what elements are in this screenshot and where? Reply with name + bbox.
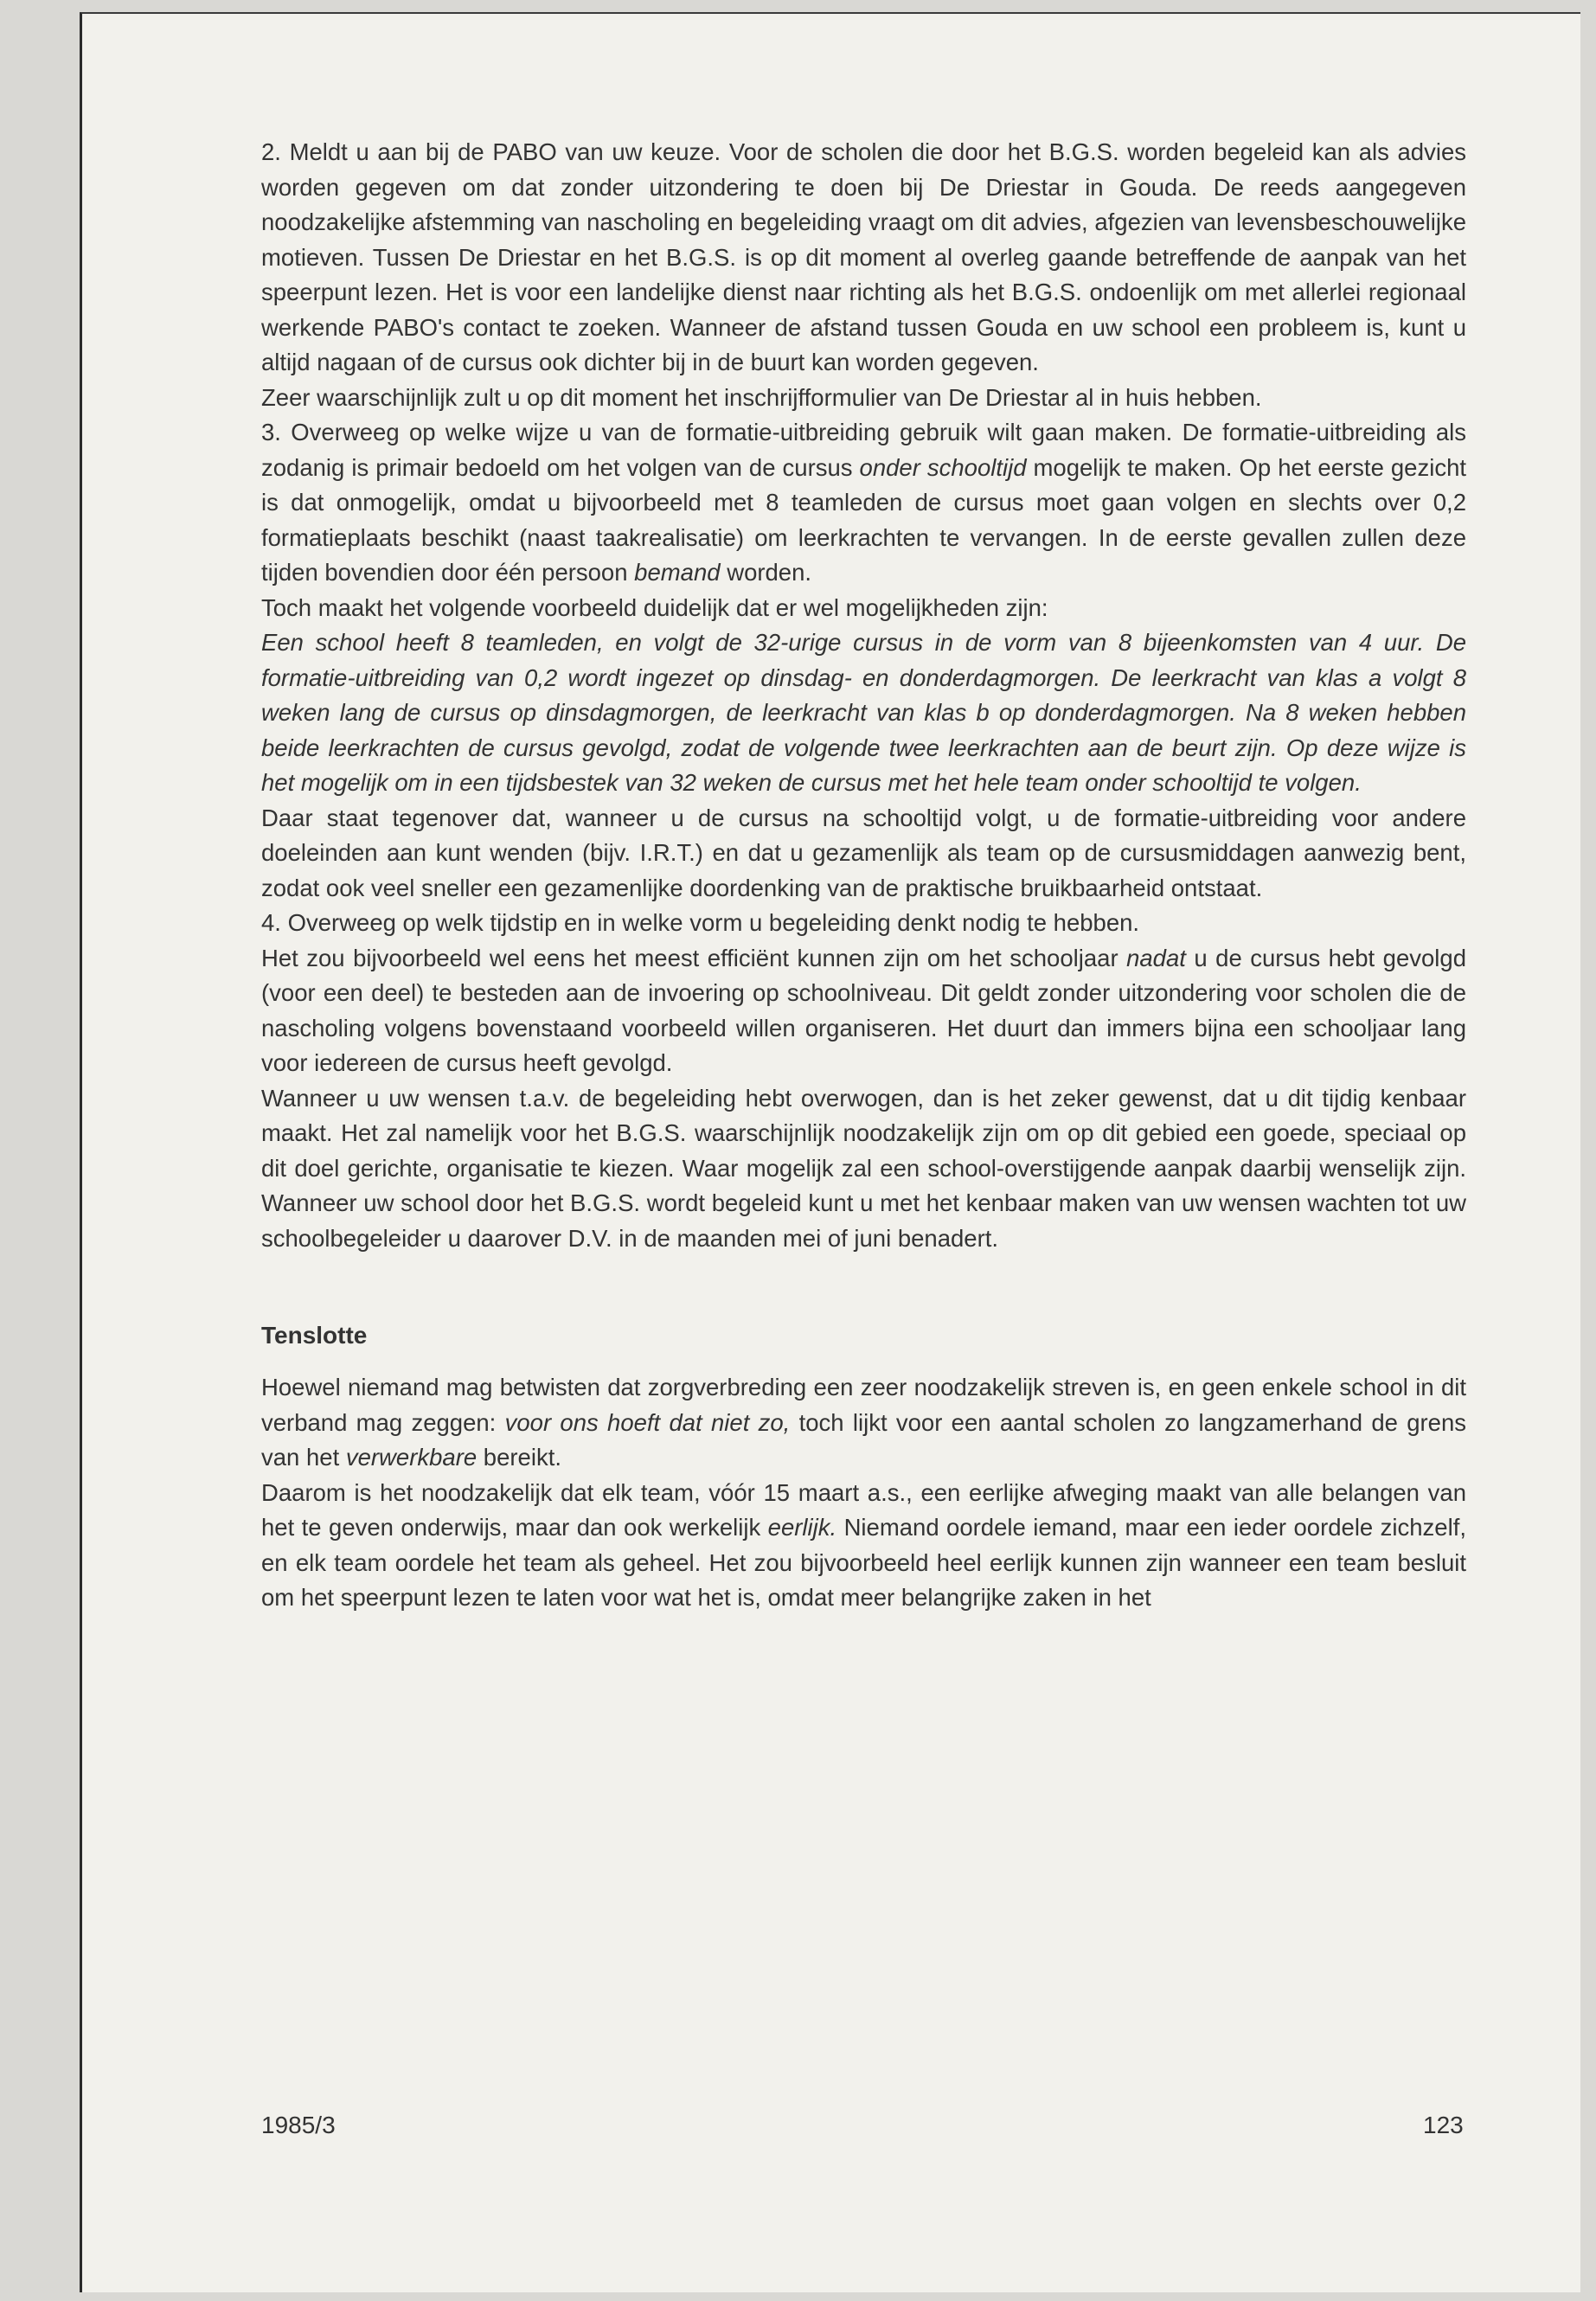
section-heading-tenslotte: Tenslotte [261, 1322, 368, 1349]
paragraph-4: 4. Overweeg op welk tijdstip en in welke vorm u begeleiding denkt nodig te hebben. [261, 909, 1140, 936]
paragraph-4-wishes: Wanneer u uw wensen t.a.v. de begeleiding hebt overwogen, dan is het zeker gewenst, dat u dit tijdig kenbaar maakt. Het zal namelijk voor het B.G.S. waarschijnlijk noodzakelijk zijn om op dit gebied een goede, speciaal op dit doel gerichte, organisatie te kiezen. Waar mogelijk zal een school-overstijgende aanpak daarbij wenselijk zijn. Wanneer uw school door het B.G.S. wordt begeleid kunt u met het kenbaar maken van uw wensen wachten tot uw schoolbegeleider u daarover D.V. in de maanden mei of juni benadert. [261, 1084, 1466, 1252]
paragraph-2: 2. Meldt u aan bij de PABO van uw keuze. Voor de scholen die door het B.G.S. worden begeleid kan als advies worden gegeven om dat zonder uitzondering te doen bij De Driestar in Gouda. De reeds aangegeven noodzakelijke afstemming van nascholing en begeleiding vraagt om dit advies, afgezien van levensbeschouwelijke motieven. Tussen De Driestar en het B.G.S. is op dit moment al overleg gaande betreffende de aanpak van het speerpunt lezen. Het is voor een landelijke dienst naar richting als het B.G.S. ondoenlijk om met allerlei regionaal werkende PABO's contact te zoeken. Wanneer de afstand tussen Gouda en uw school een probleem is, kunt u altijd nagaan of de cursus ook dichter bij in de buurt kan worden gegeven. [261, 138, 1466, 375]
page-number: 123 [1423, 2112, 1464, 2138]
paragraph-3: 3. Overweeg op welke wijze u van de formatie-uitbreiding gebruik wilt gaan maken. De formatie-uitbreiding als zodanig is primair bedoeld om het volgen van de cursus onder schooltijd mogelijk te maken. Op het eerste gezicht is dat onmogelijk, omdat u bijvoorbeeld met 8 teamleden de cursus moet gaan volgen en slechts over 0,2 formatieplaats beschikt (naast taakrealisatie) om leerkrachten te vervangen. In de eerste gevallen zullen deze tijden bovendien door één persoon bemand worden. [261, 419, 1466, 586]
document-page [80, 12, 1580, 2292]
section-spacer [261, 1256, 1466, 1291]
paragraph-3-example: Een school heeft 8 teamleden, en volgt de 32-urige cursus in de vorm van 8 bijeenkomsten van 4 uur. De formatie-uitbreiding van 0,2 wordt ingezet op dinsdag- en donderdagmorgen. De leerkracht van klas a volgt 8 weken lang de cursus op dinsdagmorgen, de leerkracht van klas b op donderdagmorgen. Na 8 weken hebben beide leerkrachten de cursus gevolgd, zodat de volgende twee leerkrachten aan de beurt zijn. Op deze wijze is het mogelijk om in een tijdsbestek van 32 weken de cursus met het hele team onder schooltijd te volgen. [261, 629, 1466, 796]
body-text [261, 135, 1466, 1616]
paragraph-2-note: Zeer waarschijnlijk zult u op dit moment het inschrijfformulier van De Driestar al in huis hebben. [261, 383, 1262, 411]
issue-number: 1985/3 [261, 2112, 336, 2138]
paragraph-4-body: Het zou bijvoorbeeld wel eens het meest efficiënt kunnen zijn om het schooljaar nadat u de cursus hebt gevolgd (voor een deel) te besteden aan de invoering op schoolniveau. Dit geldt zonder uitzondering voor scholen die de nascholing volgens bovenstaand voorbeeld willen organiseren. Het duurt dan immers bijna een schooljaar lang voor iedereen de cursus heeft gevolgd. [261, 944, 1467, 1076]
paragraph-tenslotte-1: Hoewel niemand mag betwisten dat zorgverbreding een zeer noodzakelijk streven is, en geen enkele school in dit verband mag zeggen: voor ons hoeft dat niet zo, toch lijkt voor een aantal scholen zo langzamerhand de grens van het verwerkbare bereikt. [261, 1374, 1466, 1471]
paragraph-3-contrast: Daar staat tegenover dat, wanneer u de cursus na schooltijd volgt, u de formatie-uitbreiding voor andere doeleinden aan kunt wenden (bijv. I.R.T.) en dat u gezamenlijk als team op de cursusmiddagen aanwezig bent, zodat ook veel sneller een gezamenlijke doordenking van de praktische bruikbaarheid ontstaat. [261, 804, 1466, 901]
paragraph-3-intro: Toch maakt het volgende voorbeeld duidelijk dat er wel mogelijkheden zijn: [261, 593, 1048, 621]
paragraph-tenslotte-2: Daarom is het noodzakelijk dat elk team, vóór 15 maart a.s., een eerlijke afweging maakt van alle belangen van het te geven onderwijs, maar dan ook werkelijk eerlijk. Niemand oordele iemand, maar een ieder oordele zichzelf, en elk team oordele het team als geheel. Het zou bijvoorbeeld heel eerlijk kunnen zijn wanneer een team besluit om het speerpunt lezen te laten voor wat het is, omdat meer belangrijke zaken in het [261, 1478, 1466, 1611]
